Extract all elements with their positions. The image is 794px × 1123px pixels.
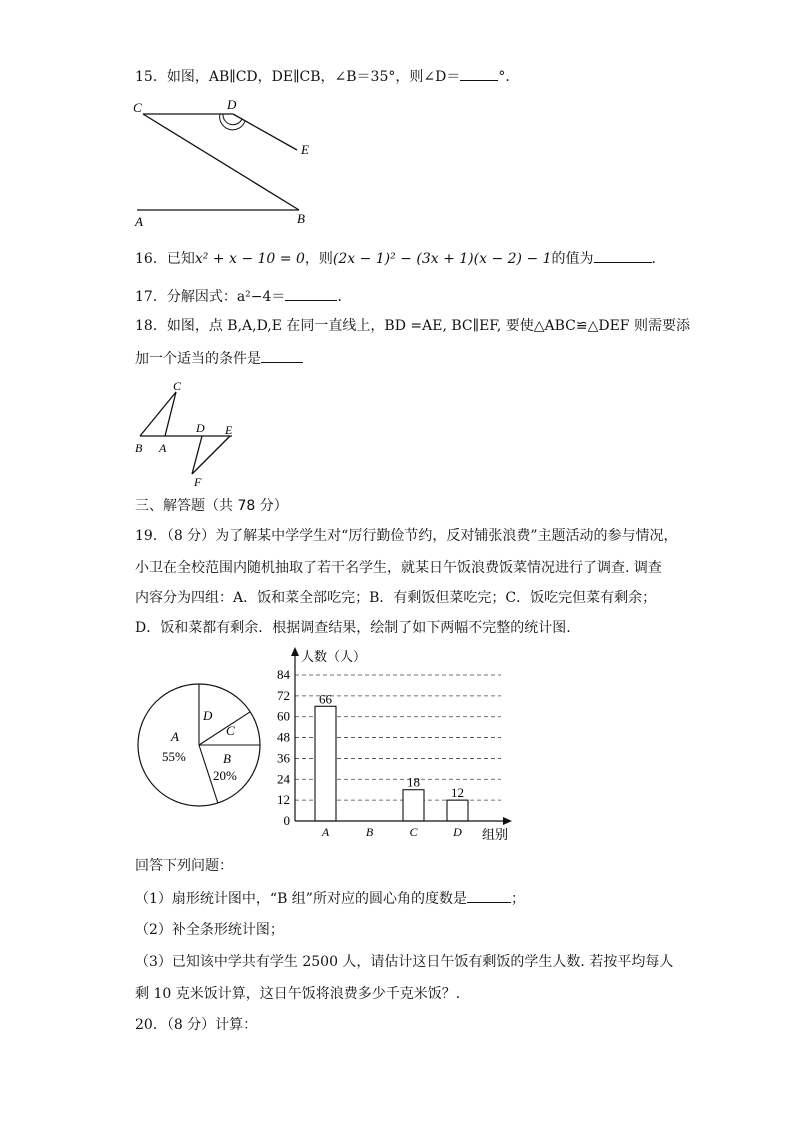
label-E: E (225, 423, 233, 437)
y-tick-label: 84 (277, 667, 290, 682)
question-number: 15． (135, 69, 167, 85)
y-tick-label: 72 (277, 687, 290, 703)
bar-chart (265, 645, 525, 845)
question-20 (135, 1015, 257, 1035)
question-number: 20． (135, 1017, 167, 1033)
data-label-D: 12 (451, 785, 464, 801)
slice-A-label: A (171, 729, 179, 744)
question-number: 19． (135, 528, 167, 544)
question-tail: °． (498, 69, 520, 85)
question-19-line1 (135, 526, 678, 546)
sub-question-1 (135, 888, 525, 909)
answer-intro: 回答下列问题： (135, 858, 233, 874)
bar-D (447, 800, 468, 821)
data-label-C: 18 (407, 774, 420, 790)
slice-C-label: C (226, 723, 235, 738)
q18-figure (128, 378, 243, 488)
y-tick-label: 48 (277, 729, 290, 745)
question-number: 16． (135, 251, 167, 267)
x-tick-label-A: A (321, 825, 330, 839)
question-19-line4: D．饭和菜都有剩余．根据调查结果，绘制了如下两幅不完整的统计图. (135, 620, 571, 636)
question-text: 分解因式：a²−4＝ (166, 289, 286, 305)
label-B: B (297, 211, 305, 226)
question-tail: ． (337, 289, 352, 305)
sub-question-text: （1）扇形统计图中，“B 组”所对应的圆心角的度数是 (135, 891, 467, 907)
answer-blank (261, 348, 303, 363)
question-text: 如图，点 B,A,D,E 在同一直线上，BD =AE, BC∥EF, 要使△ABC≌△DEF 则需要添 (166, 318, 690, 334)
question-mid: ，则 (304, 251, 333, 267)
label-C: C (173, 379, 182, 393)
label-A: A (135, 214, 143, 229)
math-expression: (2x − 1)² − (3x + 1)(x − 2) − 1 (332, 251, 552, 267)
label-A: A (159, 441, 167, 455)
x-tick-label-C: C (409, 825, 418, 839)
slice-B-label: B (223, 751, 231, 766)
question-18-line1 (135, 316, 690, 336)
question-19-line2: 小卫在全校范围内随机抽取了若干名学生，就某日午饭浪费饭菜情况进行了调查. 调查 (135, 560, 662, 576)
sub-question-3-line1: （3）已知该中学共有学生 2500 人，请估计这日午饭有剩饭的学生人数. 若按平均每人 (135, 954, 674, 970)
y-tick-label: 36 (277, 750, 290, 766)
y-axis-arrow (291, 647, 299, 656)
sub-question-3-line2: 剩 10 克米饭计算，这日午饭将浪费多少千克米饭？． (135, 986, 470, 1002)
question-pre: 已知 (166, 251, 195, 267)
question-19-line3: 内容分为四组：A．饭和菜全部吃完；B．有剩饭但菜吃完；C．饭吃完但菜有剩余； (135, 590, 657, 606)
bar-C (403, 790, 424, 821)
question-post: 的值为 (551, 251, 594, 267)
y-tick-label: 0 (283, 813, 290, 828)
question-text: 加一个适当的条件是 (135, 351, 261, 367)
label-B: B (135, 441, 143, 455)
y-tick-label: 24 (277, 771, 290, 787)
answer-blank (460, 66, 498, 81)
question-text: （8 分）为了解某中学学生对“厉行勤俭节约，反对铺张浪费”主题活动的参与情况， (166, 528, 678, 544)
question-18-line2 (135, 348, 303, 369)
question-17 (135, 286, 351, 307)
x-tick-label-B: B (365, 825, 374, 839)
question-15 (135, 66, 519, 87)
slice-B-percent: 20% (213, 768, 237, 783)
bar-A (315, 706, 336, 821)
answer-blank (285, 286, 337, 301)
label-D: D (196, 421, 205, 435)
section-heading: 三、解答题（共 78 分） (135, 498, 288, 514)
q15-figure (125, 92, 325, 230)
label-E: E (301, 142, 309, 157)
question-number: 18． (135, 318, 167, 334)
y-tick-label: 60 (277, 708, 290, 724)
question-tail: ． (651, 251, 666, 267)
slice-D-label: D (203, 708, 213, 723)
y-tick-label: 12 (277, 792, 290, 808)
x-axis-arrow (503, 817, 512, 825)
label-F: F (194, 475, 202, 488)
pie-chart (135, 683, 265, 813)
question-text: （8 分）计算： (166, 1017, 258, 1033)
x-tick-label-D: D (453, 825, 462, 839)
sub-question-tail: ； (510, 891, 525, 907)
slice-A-percent: 55% (162, 749, 186, 764)
data-label-A: 66 (319, 691, 332, 707)
math-equation: x² + x − 10 = 0 (194, 251, 305, 267)
label-D: D (227, 97, 237, 112)
label-C: C (133, 100, 142, 115)
y-axis-label: 人数（人） (301, 649, 367, 664)
question-number: 17． (135, 289, 167, 305)
x-axis-label: 组别 (482, 827, 509, 842)
question-text: 如图，AB∥CD，DE∥CB，∠B＝35°，则∠D＝ (166, 69, 461, 85)
answer-blank (467, 888, 511, 903)
sub-question-2: （2）补全条形统计图； (135, 922, 284, 938)
question-16 (135, 248, 666, 269)
answer-blank (594, 248, 652, 263)
